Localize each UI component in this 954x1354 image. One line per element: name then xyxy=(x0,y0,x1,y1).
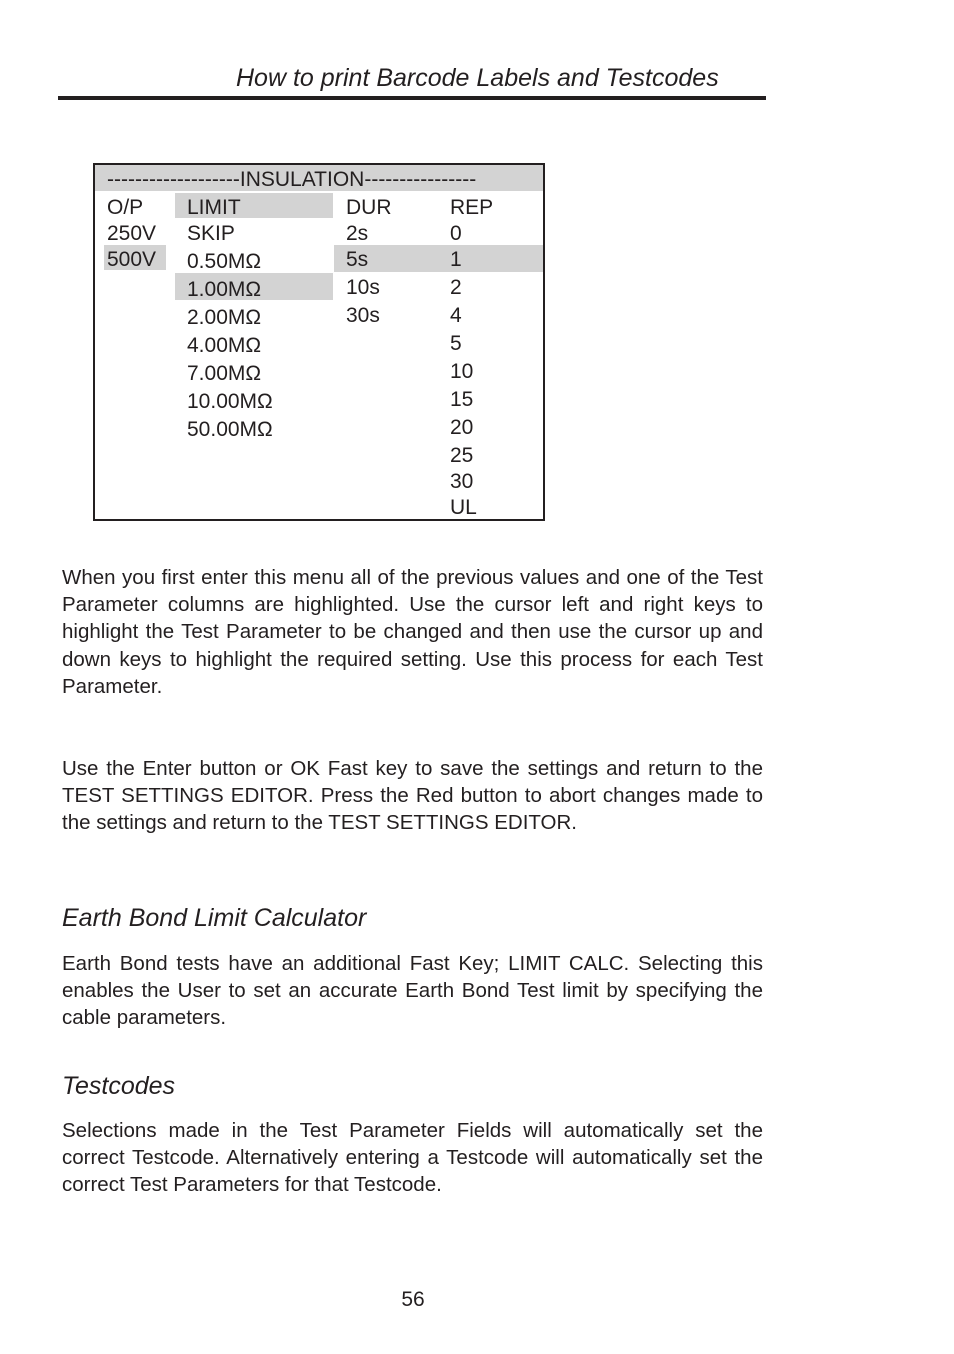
dur-option-10s[interactable]: 10s xyxy=(346,276,380,299)
dur-column-header: DUR xyxy=(346,196,392,219)
rep-option-ul[interactable]: UL xyxy=(450,496,477,519)
op-option-250v[interactable]: 250V xyxy=(107,222,157,245)
rep-option-2[interactable]: 2 xyxy=(450,276,462,299)
op-option-500v[interactable]: 500V xyxy=(107,248,157,271)
dur-option-30s[interactable]: 30s xyxy=(346,304,380,327)
rep-option-5[interactable]: 5 xyxy=(450,332,462,355)
section-heading-earth-bond: Earth Bond Limit Calculator xyxy=(62,904,367,932)
limit-column-header: LIMIT xyxy=(187,196,241,219)
menu-title-bar xyxy=(95,165,543,191)
testcodes-paragraph: Selections made in the Test Parameter Fields will automatically set the correct Testcode. Alternatively entering a Testcode will automatically set the correct Test Parameters for that Testcode. xyxy=(62,1119,763,1197)
rep-option-30[interactable]: 30 xyxy=(450,470,474,493)
page-header-title: How to print Barcode Labels and Testcodes xyxy=(236,64,719,92)
rep-option-4[interactable]: 4 xyxy=(450,304,462,327)
rep-option-0[interactable]: 0 xyxy=(450,222,462,245)
limit-option-7-00[interactable]: 7.00MΩ xyxy=(187,362,262,385)
rep-option-1[interactable]: 1 xyxy=(450,248,462,271)
limit-option-0-50[interactable]: 0.50MΩ xyxy=(187,250,262,273)
page-number: 56 xyxy=(401,1288,425,1311)
op-column-header: O/P xyxy=(107,196,144,219)
limit-option-skip[interactable]: SKIP xyxy=(187,222,235,245)
insulation-menu-panel xyxy=(93,163,545,521)
rep-option-20[interactable]: 20 xyxy=(450,416,474,439)
dur-option-5s[interactable]: 5s xyxy=(346,248,369,271)
save-instructions-paragraph: Use the Enter button or OK Fast key to save the settings and return to the TEST SETTINGS EDITOR. Press the Red button to abort changes made to the settings and return to the TEST SETTINGS EDITOR. xyxy=(62,757,763,835)
section-heading-testcodes: Testcodes xyxy=(62,1072,176,1100)
limit-option-4-00[interactable]: 4.00MΩ xyxy=(187,334,262,357)
rep-column-header: REP xyxy=(450,196,494,219)
earth-bond-paragraph: Earth Bond tests have an additional Fast Key; LIMIT CALC. Selecting this enables the User to set an accurate Earth Bond Test limit by specifying the cable parameters. xyxy=(62,952,763,1030)
intro-paragraph: When you first enter this menu all of the previous values and one of the Test Parameter columns are highlighted. Use the cursor left and right keys to highlight the Test Parameter to be changed and then use the cursor up and down keys to highlight the required setting. Use this process for each Test Parameter. xyxy=(62,566,763,698)
header-rule xyxy=(58,96,766,100)
limit-option-2-00[interactable]: 2.00MΩ xyxy=(187,306,262,329)
rep-option-15[interactable]: 15 xyxy=(450,388,474,411)
limit-option-10-00[interactable]: 10.00MΩ xyxy=(187,390,273,413)
limit-option-50-00[interactable]: 50.00MΩ xyxy=(187,418,273,441)
rep-option-10[interactable]: 10 xyxy=(450,360,474,383)
rep-option-25[interactable]: 25 xyxy=(450,444,474,467)
dur-option-2s[interactable]: 2s xyxy=(346,222,369,245)
menu-title: -------------------INSULATION---------------- xyxy=(107,168,477,191)
limit-option-1-00[interactable]: 1.00MΩ xyxy=(187,278,262,301)
